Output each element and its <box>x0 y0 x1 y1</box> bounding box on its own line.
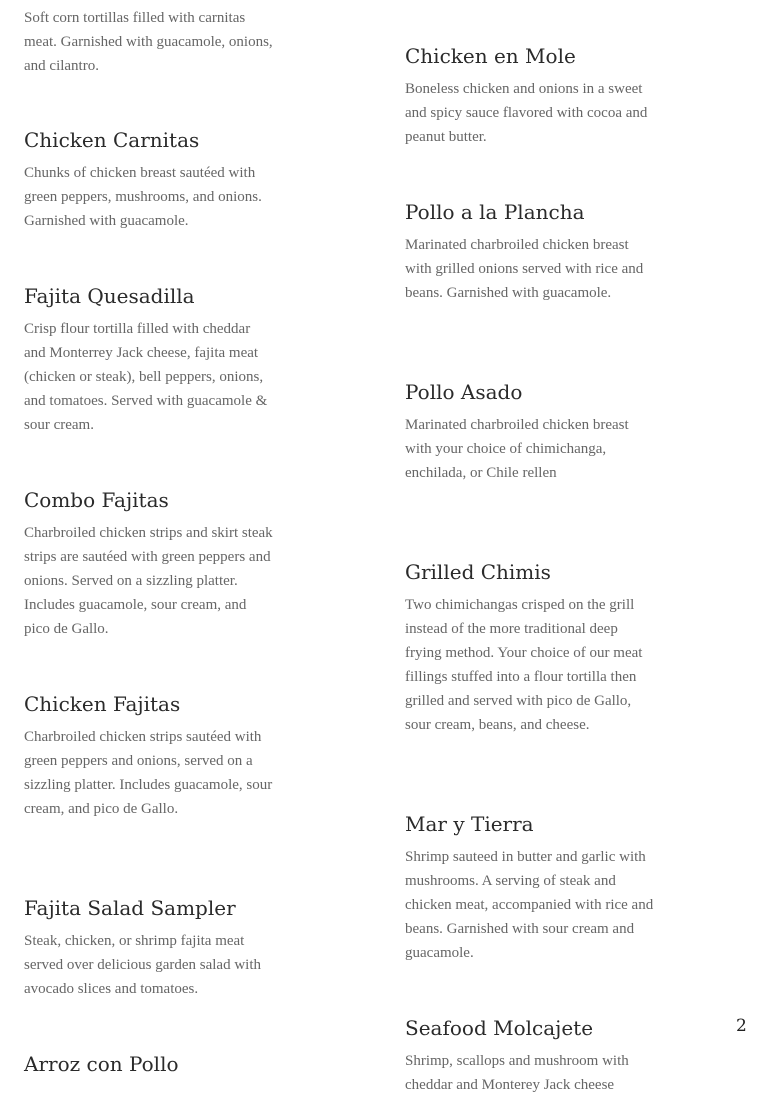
menu-item-description: Marinated charbroiled chicken breast with your choice of chimichanga, enchilada, or Chile rellen <box>405 417 629 481</box>
menu-item-seafood-molcajete <box>405 1016 655 1093</box>
menu-item-title: Chicken Carnitas <box>24 128 200 152</box>
menu-item-title: Pollo Asado <box>405 380 523 404</box>
menu-item-title: Pollo a la Plancha <box>405 200 585 224</box>
menu-item-chicken-fajitas <box>24 692 274 821</box>
menu-item-chicken-en-mole <box>405 44 655 149</box>
menu-item-carnitas-tacos <box>24 6 274 78</box>
menu-item-title: Mar y Tierra <box>405 812 534 836</box>
menu-item-description: Shrimp, scallops and mushroom with cheddar and Monterey Jack cheese <box>405 1053 629 1093</box>
menu-item-fajita-quesadilla <box>24 284 274 437</box>
menu-item-chicken-carnitas <box>24 128 274 233</box>
menu-item-title: Fajita Salad Sampler <box>24 896 236 920</box>
menu-item-description: Steak, chicken, or shrimp fajita meat served over delicious garden salad with avocado slices and tomatoes. <box>24 933 262 997</box>
menu-item-description: Shrimp sauteed in butter and garlic with mushrooms. A serving of steak and chicken meat, accompanied with rice and beans. Garnished with sour cream and guacamole. <box>405 849 654 961</box>
menu-item-title: Chicken Fajitas <box>24 692 181 716</box>
menu-item-description: Crisp flour tortilla filled with cheddar and Monterrey Jack cheese, fajita meat (chicken or steak), bell peppers, onions, and tomatoes. Served with guacamole & sour cream. <box>24 321 268 433</box>
menu-item-description: Boneless chicken and onions in a sweet and spicy sauce flavored with cocoa and peanut butter. <box>405 81 648 145</box>
menu-item-title: Grilled Chimis <box>405 560 551 584</box>
menu-item-description: Charbroiled chicken strips sautéed with green peppers and onions, served on a sizzling platter. Includes guacamole, sour cream, and pico de Gallo. <box>24 729 273 817</box>
menu-item-grilled-chimis <box>405 560 655 737</box>
menu-item-title: Chicken en Mole <box>405 44 576 68</box>
menu-item-mar-y-tierra <box>405 812 655 965</box>
menu-item-description: Soft corn tortillas filled with carnitas meat. Garnished with guacamole, onions, and cilantro. <box>24 10 273 74</box>
menu-item-title: Seafood Molcajete <box>405 1016 594 1040</box>
menu-item-description: Two chimichangas crisped on the grill instead of the more traditional deep frying method. Your choice of our meat fillings stuffed into a flour tortilla then grilled and served with pico de Gallo, sour cream, beans, and cheese. <box>405 597 643 733</box>
menu-item-combo-fajitas <box>24 488 274 641</box>
menu-item-description: Charbroiled chicken strips and skirt steak strips are sautéed with green peppers and onions. Served on a sizzling platter. Includes guacamole, sour cream, and pico de Gallo. <box>24 525 273 637</box>
menu-item-description: Marinated charbroiled chicken breast with grilled onions served with rice and beans. Garnished with guacamole. <box>405 237 644 301</box>
menu-item-title: Arroz con Pollo <box>24 1052 179 1076</box>
menu-item-pollo-asado <box>405 380 655 485</box>
menu-item-fajita-salad-sampler <box>24 896 274 1001</box>
page-number: 2 <box>736 1016 747 1036</box>
menu-item-pollo-a-la-plancha <box>405 200 655 305</box>
menu-item-arroz-con-pollo <box>24 1052 274 1076</box>
menu-item-description: Chunks of chicken breast sautéed with green peppers, mushrooms, and onions. Garnished with guacamole. <box>24 165 262 229</box>
menu-item-title: Fajita Quesadilla <box>24 284 195 308</box>
menu-item-title: Combo Fajitas <box>24 488 169 512</box>
